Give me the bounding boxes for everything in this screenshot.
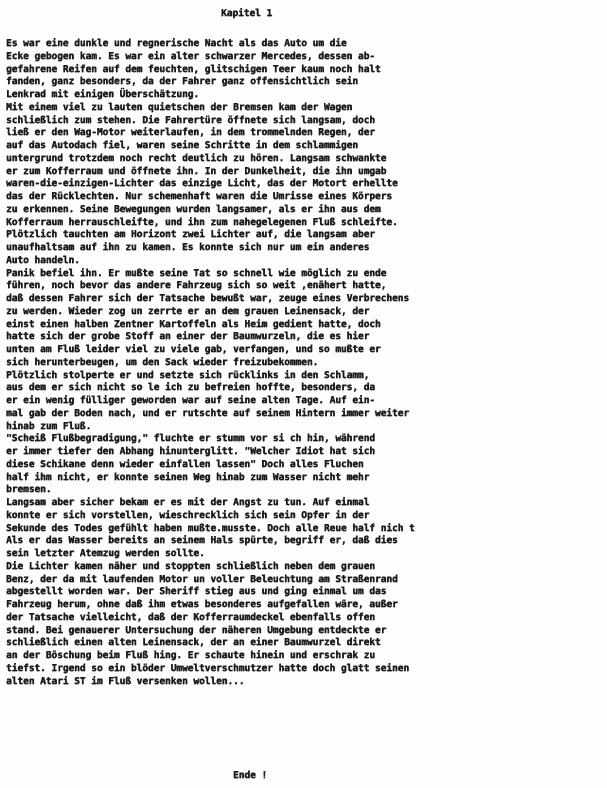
text-line: gefahrene Reifen auf dem feuchten, glitschigen Teer kaum noch halt bbox=[6, 63, 381, 75]
text-line: unten am Fluß leider viel zu viele gab, verfangen, und so mußte er bbox=[6, 344, 381, 355]
text-line: Plötzlich tauchten am Horizont zwei Lichter auf, die langsam aber bbox=[6, 229, 375, 241]
text-line: führen, noch bevor das andere Fahrzeug sich so weit ,enähert hatte, bbox=[6, 280, 387, 292]
text-line: er ein wenig fülliger geworden war auf seine alten Tage. Auf ein- bbox=[6, 395, 375, 406]
text-line: daß dessen Fahrer sich der Tatsache bewußt war, zeuge eines Verbrechens bbox=[6, 293, 409, 304]
text-line: Langsam aber sicher bekam er es mit der Angst zu tun. Auf einmal bbox=[6, 497, 370, 508]
text-line: "Scheiß Flußbegradigung," fluchte er stumm vor si ch hin, während bbox=[6, 433, 375, 445]
text-line: alten Atari ST im Fluß versenken wollen... bbox=[6, 675, 245, 687]
text-line: Benz, der da mit laufenden Motor un voller Beleuchtung am Straßenrand bbox=[6, 573, 398, 585]
text-line: Lenkrad mit einigen Überschätzung. bbox=[6, 89, 199, 100]
text-line: untergrund trotzdem noch recht deutlich zu hören. Langsam schwankte bbox=[6, 152, 387, 164]
text-line: Sekunde des Todes gefühlt haben mußte.musste. Doch alle Reue half nich t bbox=[6, 522, 415, 534]
text-line: sein letzter Atemzug werden sollte. bbox=[6, 548, 205, 559]
text-line: der Tatsache vielleicht, daß der Kofferraumdeckel ebenfalls offen bbox=[6, 611, 375, 623]
paragraph bbox=[6, 268, 415, 434]
text-line: ließ er den Wag-Motor weiterlaufen, in dem trommelnden Regen, der bbox=[6, 127, 375, 139]
text-line: das der Rücklechten. Nur schemenhaft waren die Umrisse eines Körpers bbox=[6, 191, 392, 202]
text-line: Die Lichter kamen näher und stoppten schließlich neben dem grauen bbox=[6, 560, 375, 572]
text-line: Fahrzeug herum, ohne daß ihm etwas besonderes aufgefallen wäre, außer bbox=[6, 599, 398, 610]
text-line: zu werden. Wieder zog un zerrte er an dem grauen Leinensack, der bbox=[6, 305, 370, 317]
text-line: diese Schikane denn wieder einfallen lassen" Doch alles Fluchen bbox=[6, 458, 364, 470]
text-line: fanden, ganz besonders, da der Fahrer ganz offensichtlich sein bbox=[6, 76, 358, 88]
text-line: sich herunterbeugen, um den Sack wieder freizubekommen. bbox=[6, 356, 319, 368]
text-line: schließlich einen alten Leinensack, der an einer Baumwurzel direkt bbox=[6, 637, 381, 649]
text-line: konnte er sich vorstellen, wieschrecklich sich sein Opfer in der bbox=[6, 509, 370, 521]
chapter-title: Kapitel 1 bbox=[221, 8, 273, 19]
text-line: half ihm nicht, er konnte seinen Weg hinab zum Wasser nicht mehr bbox=[6, 471, 370, 483]
text-line: Plötzlich stolperte er und setzte sich rücklinks in den Schlamm, bbox=[6, 369, 370, 381]
text-line: auf das Autodach fiel, waren seine Schritte in dem schlammigen bbox=[6, 140, 358, 151]
text-line: stand. Bei genauerer Untersuchung der näheren Umgebung entdeckte er bbox=[6, 624, 387, 636]
text-line: Als er das Wasser bereits an seinem Hals spürte, begriff er, daß dies bbox=[6, 535, 398, 547]
text-line: abgestellt worden war. Der Sheriff stieg aus und ging einmal um das bbox=[6, 586, 387, 598]
text-line: er immer tiefer den Abhang hinunterglitt. "Welcher Idiot hat sich bbox=[6, 446, 375, 457]
text-line: Mit einem viel zu lauten quietschen der Bremsen kam der Wagen bbox=[6, 101, 353, 113]
text-line: hinab zum Fluß. bbox=[6, 420, 92, 432]
paragraph bbox=[6, 561, 415, 689]
text-line: Es war eine dunkle und regnerische Nacht als das Auto um die bbox=[6, 38, 347, 49]
text-line: er zum Kofferraum und öffnete ihn. In der Dunkelheit, die ihn umgab bbox=[6, 165, 387, 177]
paragraph bbox=[6, 497, 415, 561]
text-line: tiefst. Irgend so ein blöder Umweltverschmutzer hatte doch glatt seinen bbox=[6, 662, 409, 674]
text-line: einst einen halben Zentner Kartoffeln als Heim gedient hatte, doch bbox=[6, 318, 381, 330]
text-line: unaufhaltsam auf ihn zu kamen. Es konnte sich nur um ein anderes bbox=[6, 242, 370, 253]
text-line: Auto handeln. bbox=[6, 254, 80, 266]
paragraph bbox=[6, 102, 415, 268]
story-body bbox=[6, 38, 415, 688]
text-line: hatte sich der grobe Stoff an einer der Baumwurzeln, die es hier bbox=[6, 331, 370, 343]
text-line: zu erkennen. Seine Bewegungen wurden langsamer, als er ihn aus dem bbox=[6, 203, 381, 215]
text-line: an der Böschung beim Fluß hing. Er schaute hinein und erschrak zu bbox=[6, 650, 375, 661]
paragraph bbox=[6, 433, 415, 497]
text-line: aus dem er sich nicht so le ich zu befreien hoffte, besonders, da bbox=[6, 382, 375, 394]
ending-text: Ende ! bbox=[233, 770, 268, 781]
text-line: Kofferraum herrauschleifte, und ihn zum nahegelegenen Fluß schleifte. bbox=[6, 216, 398, 228]
text-line: Ecke gebogen kam. Es war ein alter schwarzer Mercedes, dessen ab- bbox=[6, 50, 375, 62]
text-line: mal gab der Boden nach, und er rutschte auf seinem Hintern immer weiter bbox=[6, 407, 409, 419]
text-line: schließlich zum stehen. Die Fahrertüre öffnete sich langsam, doch bbox=[6, 114, 375, 126]
text-line: Panik befiel ihn. Er mußte seine Tat so schnell wie möglich zu ende bbox=[6, 267, 387, 279]
text-line: bremsen. bbox=[6, 484, 52, 496]
text-line: waren-die-einzigen-Lichter das einzige Licht, das der Motort erhellte bbox=[6, 178, 398, 190]
paragraph bbox=[6, 38, 415, 102]
